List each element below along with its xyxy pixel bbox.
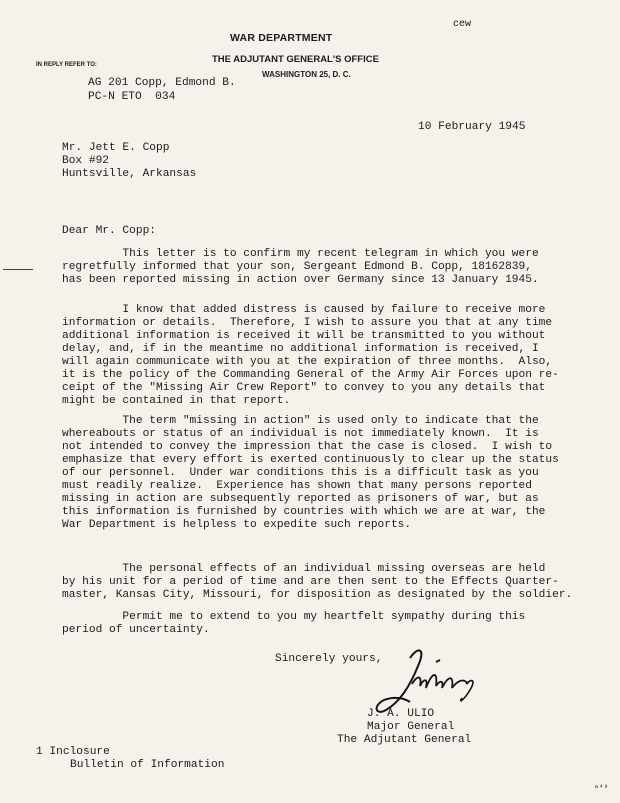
signature-block [337,708,471,747]
enclosure-count: 1 Inclosure [36,746,110,758]
letter-date: 10 February 1945 [418,121,526,133]
reference-line-1: AG 201 Copp, Edmond B. [88,77,236,89]
enclosure-block [36,746,224,772]
refer-label: IN REPLY REFER TO: [36,62,97,68]
enclosure-item: Bulletin of Information [70,759,225,771]
closing: Sincerely yours, [275,653,383,665]
recipient-name: Mr. Jett E. Copp [62,142,170,154]
paragraph-1: This letter is to confirm my recent telegram in which you were regretfully informed that your son, Sergeant Edmond B. Copp, 18162839, has been reported missing in action over Germany since 13 January 1945. [62,248,539,286]
signer-rank: Major General [367,721,455,733]
corner-mark: ᵃ⁴⁹ [594,784,609,793]
recipient-address [62,142,196,181]
typist-initials: cew [453,19,472,30]
paragraph-3: The term "missing in action" is used only to indicate that the whereabouts or status of an individual is not immediately known. It is not intended to convey the impression that the case is closed. I wish to emphasize that every effort is exerted continuously to clear up the status of our personnel. Under war conditions this is a difficult task as you must readily realize. Experience has shown that many persons reported missing in action are subsequently reported as prisoners of war, but as this information is furnished by countries with which we are at war, the War Department is helpless to expedite such reports. [62,415,559,531]
margin-mark [3,269,33,270]
signer-name: J. A. ULIO [367,708,435,720]
letterhead-department: WAR DEPARTMENT [230,32,333,44]
letterhead-location: WASHINGTON 25, D. C. [262,70,351,79]
recipient-box: Box #92 [62,155,109,167]
salutation: Dear Mr. Copp: [62,225,156,237]
signer-title: The Adjutant General [337,734,472,746]
paragraph-4: The personal effects of an individual missing overseas are held by his unit for a period of time and are then sent to the Effects Quarter- master, Kansas City, Missouri, for disposition as designated by the soldier. [62,563,573,601]
paragraph-5: Permit me to extend to you my heartfelt sympathy during this period of uncertainty. [62,611,526,636]
reference-line-2: PC-N ETO 034 [88,91,176,103]
letterhead-office: THE ADJUTANT GENERAL'S OFFICE [212,54,379,65]
paragraph-2: I know that added distress is caused by failure to receive more information or details. Therefore, I wish to assure you that at any time additional information is received it will be transmitted to you without delay, and, if in the meantime no additional information is received, I will again communicate with you at the expiration of three months. Also, it is the policy of the Commanding General of the Army Air Forces upon re- ceipt of the "Missing Air Crew Report" to convey to you any details that might be contained in that report. [62,304,559,407]
recipient-city: Huntsville, Arkansas [62,168,197,180]
